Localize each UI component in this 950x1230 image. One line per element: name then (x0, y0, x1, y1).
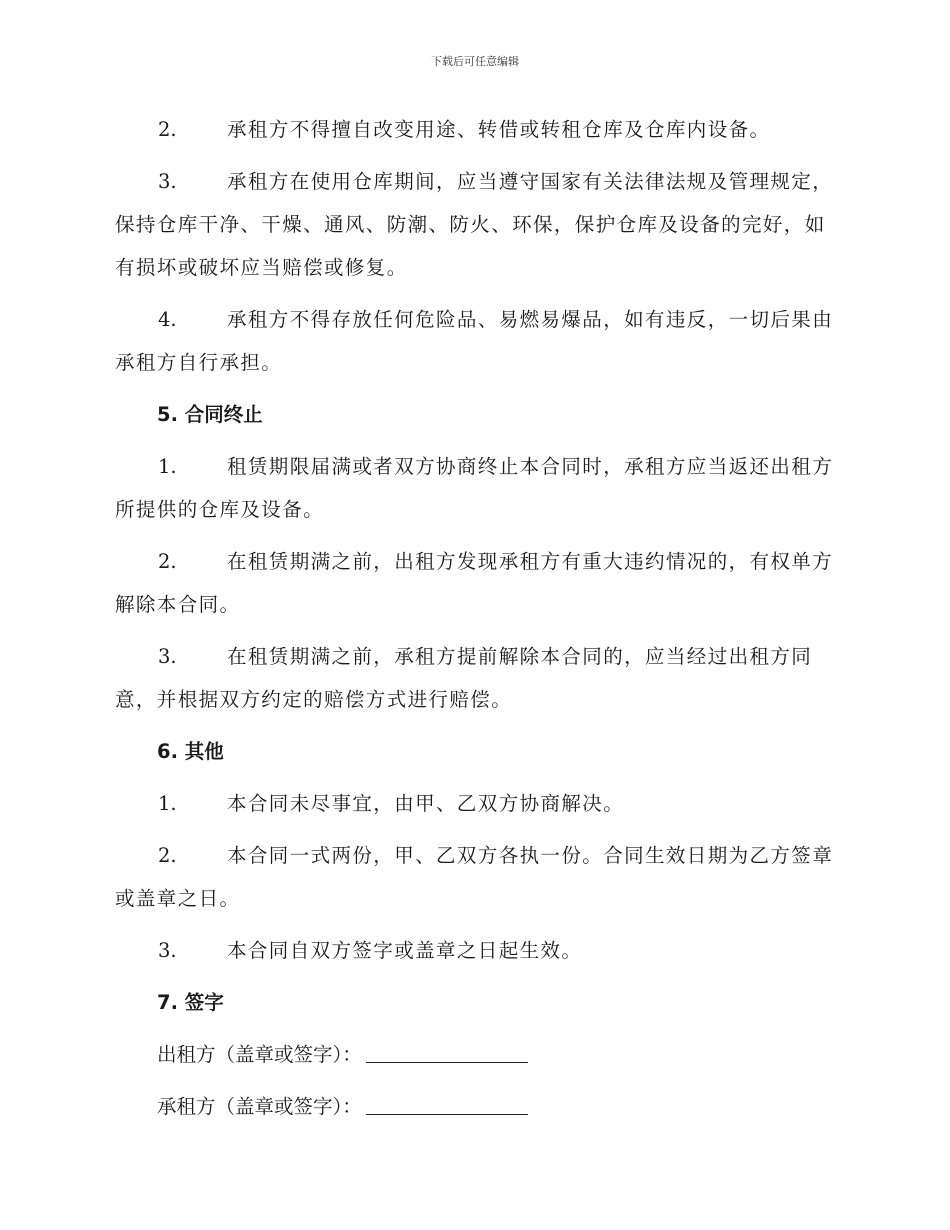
lessor-signature-label: 出租方（盖章或签字）： (157, 1043, 362, 1066)
clause-text: 承租方不得擅自改变用途、转借或转租仓库及仓库内设备。 (227, 118, 771, 141)
clause-text: 本合同一式两份，甲、乙双方各执一份。合同生效日期为乙方签章或盖章之日。 (115, 844, 834, 910)
clause-5-2 (115, 540, 835, 626)
clause-4-4 (115, 298, 835, 384)
clause-text: 租赁期限届满或者双方协商终止本合同时，承租方应当返还出租方所提供的仓库及设备。 (115, 455, 834, 521)
clause-number: 4. (158, 308, 177, 331)
clause-number: 3. (158, 170, 177, 193)
clause-6-3 (115, 929, 835, 972)
clause-5-3 (115, 635, 835, 721)
clause-number: 1. (158, 455, 177, 478)
clause-text: 承租方在使用仓库期间，应当遵守国家有关法律法规及管理规定，保持仓库干净、干燥、通风、防潮、防火、环保，保护仓库及设备的完好，如有损坏或破坏应当赔偿或修复。 (115, 170, 834, 279)
lessee-signature-row (157, 1085, 835, 1128)
section-heading-other: 6. 其他 (157, 740, 224, 763)
clause-number: 1. (158, 792, 177, 815)
clause-text: 在租赁期满之前，出租方发现承租方有重大违约情况的，有权单方解除本合同。 (115, 550, 834, 616)
clause-number: 2. (158, 844, 177, 867)
clause-6-2 (115, 834, 835, 920)
clause-text: 承租方不得存放任何危险品、易燃易爆品，如有违反，一切后果由承租方自行承担。 (115, 308, 834, 374)
clause-text: 本合同自双方签字或盖章之日起生效。 (227, 939, 583, 962)
clause-text: 在租赁期满之前，承租方提前解除本合同的，应当经过出租方同意，并根据双方约定的赔偿方式进行赔偿。 (115, 645, 813, 711)
document-body (115, 108, 835, 1137)
clause-4-3 (115, 160, 835, 289)
clause-5-1 (115, 445, 835, 531)
page-header: 下载后可任意编辑 (431, 55, 519, 68)
section-heading-termination: 5. 合同终止 (157, 403, 263, 426)
lessee-signature-label: 承租方（盖章或签字）： (157, 1095, 362, 1118)
clause-number: 3. (158, 645, 177, 668)
clause-6-1 (115, 782, 835, 825)
clause-number: 3. (158, 939, 177, 962)
clause-number: 2. (158, 118, 177, 141)
lessor-signature-line (366, 1044, 528, 1063)
section-heading-signature: 7. 签字 (157, 991, 224, 1014)
lessee-signature-line (366, 1096, 528, 1115)
clause-text: 本合同未尽事宜，由甲、乙双方协商解决。 (227, 792, 625, 815)
clause-number: 2. (158, 550, 177, 573)
clause-4-2 (115, 108, 835, 151)
lessor-signature-row (157, 1033, 835, 1076)
